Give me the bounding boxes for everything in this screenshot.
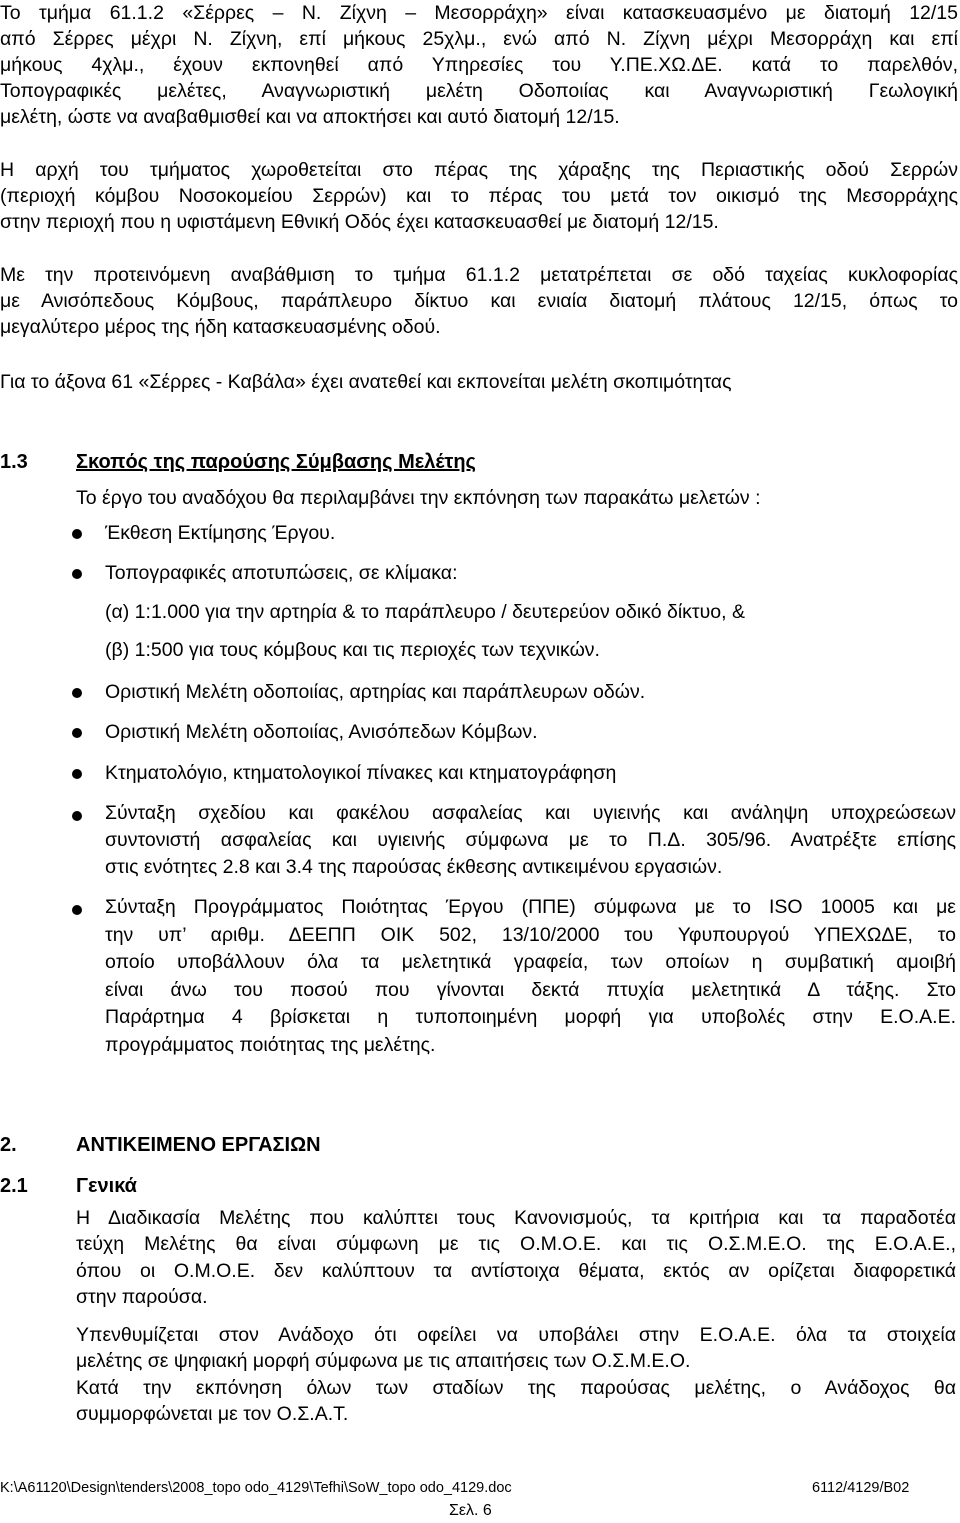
- paragraph-line: Η αρχή του τμήματος χωροθετείται στο πέρας της χάραξης της Περιαστικής οδού Σερρών: [0, 159, 958, 181]
- paragraph-line: (περιοχή κόμβου Νοσοκομείου Σερρών) και το πέρας του μετά τον οικισμό της Μεσορράχης: [0, 185, 958, 207]
- intro-line: μήκους 4χλμ., έχουν εκπονηθεί από Υπηρεσίες του Υ.ΠΕ.ΧΩ.ΔΕ. κατά το παρελθόν,: [0, 54, 958, 76]
- general-paragraph-2: [76, 1322, 956, 1427]
- paragraph-line: Κατά την εκπόνηση όλων των σταδίων της παρούσας μελέτης, ο Ανάδοχος θα: [76, 1376, 956, 1399]
- paragraph-line: Υπενθυμίζεται στον Ανάδοχο ότι οφείλει να υποβάλει στην Ε.Ο.Α.Ε. όλα τα στοιχεία: [76, 1324, 956, 1346]
- bullet-item: Κτηματολόγιο, κτηματολογικοί πίνακες και κτηματογράφηση: [105, 762, 617, 784]
- bullet-line: Παράρτημα 4 βρίσκεται η τυποποιημένη μορφή για υποβολές στην Ε.Ο.Α.Ε.: [105, 1006, 956, 1029]
- intro-line: μελέτη, ώστε να αναβαθμισθεί και να αποκτήσει και αυτό διατομή 12/15.: [0, 106, 620, 128]
- footer-page-number: Σελ. 6: [449, 1502, 492, 1519]
- section-title: ΑΝΤΙΚΕΙΜΕΝΟ ΕΡΓΑΣΙΩΝ: [76, 1134, 321, 1156]
- bullet-icon: [72, 688, 82, 698]
- paragraph-line: στην περιοχή που η υφιστάμενη Εθνική Οδός έχει κατασκευασθεί με διατομή 12/15.: [0, 211, 719, 233]
- subsection-number: 2.1: [0, 1175, 28, 1197]
- bullet-line: Σύνταξη Προγράμματος Ποιότητας Έργου (ΠΠΕ) σύμφωνα με το ISO 10005 και με: [105, 896, 956, 918]
- subsection-title: Γενικά: [76, 1175, 137, 1197]
- paragraph-line: Με την προτεινόμενη αναβάθμιση το τμήμα 61.1.2 μετατρέπεται σε οδό ταχείας κυκλοφορίας: [0, 264, 958, 286]
- intro-line: από Σέρρες μέχρι Ν. Ζίχνη, επί μήκους 25χλμ., ενώ από Ν. Ζίχνη μέχρι Μεσορράχη και επί: [0, 28, 958, 50]
- bullet-item: Τοπογραφικές αποτυπώσεις, σε κλίμακα:: [105, 562, 458, 584]
- paragraph-line: μελέτης σε ψηφιακή μορφή σύμφωνα με τις απαιτήσεις των Ο.Σ.Μ.Ε.Ο.: [76, 1350, 691, 1373]
- bullet-item: [105, 894, 956, 1060]
- bullet-line: συντονιστή ασφαλείας και υγιεινής σύμφωνα με το Π.Δ. 305/96. Ανατρέξτε επίσης: [105, 829, 956, 851]
- intro-paragraph: [0, 0, 958, 130]
- paragraph-line: συμμορφώνεται με τον Ο.Σ.Α.Τ.: [76, 1402, 349, 1425]
- paragraph-line: με Ανισόπεδους Κόμβους, παράπλευρο δίκτυο και ενιαία διατομή πλάτους 12/15, όπως το: [0, 290, 958, 312]
- section-number: 1.3: [0, 451, 28, 473]
- axis-study-paragraph: Για το άξονα 61 «Σέρρες - Καβάλα» έχει ανατεθεί και εκπονείται μελέτη σκοπιμότητας: [0, 371, 732, 393]
- paragraph-line: μεγαλύτερο μέρος της ήδη κατασκευασμένης οδού.: [0, 316, 441, 338]
- bullet-icon: [72, 529, 82, 539]
- general-paragraph-1: [76, 1205, 956, 1310]
- upgrade-paragraph: [0, 262, 958, 340]
- footer-file-path: K:\A61120\Design\tenders\2008_topo odo_4129\Tefhi\SoW_topo odo_4129.doc: [0, 1480, 512, 1496]
- bullet-icon: [72, 569, 82, 579]
- start-location-paragraph: [0, 157, 958, 235]
- bullet-icon: [72, 811, 82, 821]
- paragraph-line: Η Διαδικασία Μελέτης που καλύπτει τους Κανονισμούς, τα κριτήρια και τα παραδοτέα: [76, 1207, 956, 1229]
- bullet-item: Οριστική Μελέτη οδοποιίας, Ανισόπεδων Κόμβων.: [105, 721, 538, 743]
- bullet-line: την υπ’ αριθμ. ΔΕΕΠΠ ΟΙΚ 502, 13/10/2000 του Υφυπουργού ΥΠΕΧΩΔΕ, το: [105, 923, 956, 946]
- bullet-line: είναι άνω του ποσού που γίνονται δεκτά πτυχία μελετητικά Δ τάξης. Στο: [105, 978, 956, 1001]
- section-intro: Το έργο του αναδόχου θα περιλαμβάνει την εκπόνηση των παρακάτω μελετών :: [76, 487, 761, 509]
- paragraph-line: στην παρούσα.: [76, 1285, 208, 1308]
- paragraph-line: τεύχη Μελέτης θα είναι σύμφωνη με τις Ο.Μ.Ο.Ε. και τις Ο.Σ.Μ.Ε.Ο. της Ε.Ο.Α.Ε.,: [76, 1233, 956, 1256]
- section-number: 2.: [0, 1134, 17, 1156]
- footer-document-code: 6112/4129/B02: [812, 1480, 910, 1496]
- section-title: Σκοπός της παρούσης Σύμβασης Μελέτης: [76, 451, 476, 473]
- bullet-line: Σύνταξη σχεδίου και φακέλου ασφαλείας και υγιεινής και ανάληψη υποχρεώσεων: [105, 802, 956, 824]
- scale-item-b: (β) 1:500 για τους κόμβους και τις περιοχές των τεχνικών.: [105, 639, 600, 661]
- bullet-item: Οριστική Μελέτη οδοποιίας, αρτηρίας και παράπλευρων οδών.: [105, 681, 646, 703]
- bullet-line: οποίο υποβάλλουν όλα τα μελετητικά γραφεία, των οποίων η συμβατική αμοιβή: [105, 951, 956, 974]
- intro-line: Το τμήμα 61.1.2 «Σέρρες – Ν. Ζίχνη – Μεσορράχη» είναι κατασκευασμένο με διατομή 12/15: [0, 2, 958, 24]
- bullet-icon: [72, 728, 82, 738]
- scale-item-a: (α) 1:1.000 για την αρτηρία & το παράπλευρο / δευτερεύον οδικό δίκτυο, &: [105, 601, 745, 623]
- intro-line: Τοπογραφικές μελέτες, Αναγνωριστική μελέτη Οδοποιίας και Αναγνωριστική Γεωλογική: [0, 80, 958, 102]
- bullet-line: στις ενότητες 2.8 και 3.4 της παρούσας έκθεσης αντικειμένου εργασιών.: [105, 856, 723, 878]
- bullet-icon: [72, 769, 82, 779]
- bullet-icon: [72, 905, 82, 915]
- bullet-item: Έκθεση Εκτίμησης Έργου.: [105, 522, 336, 544]
- bullet-line: προγράμματος ποιότητας της μελέτης.: [105, 1033, 436, 1056]
- paragraph-line: όπου οι Ο.Μ.Ο.Ε. δεν καλύπτουν τα αντίστοιχα θέματα, εκτός αν ορίζεται διαφορετικά: [76, 1259, 956, 1282]
- bullet-item: [105, 800, 956, 881]
